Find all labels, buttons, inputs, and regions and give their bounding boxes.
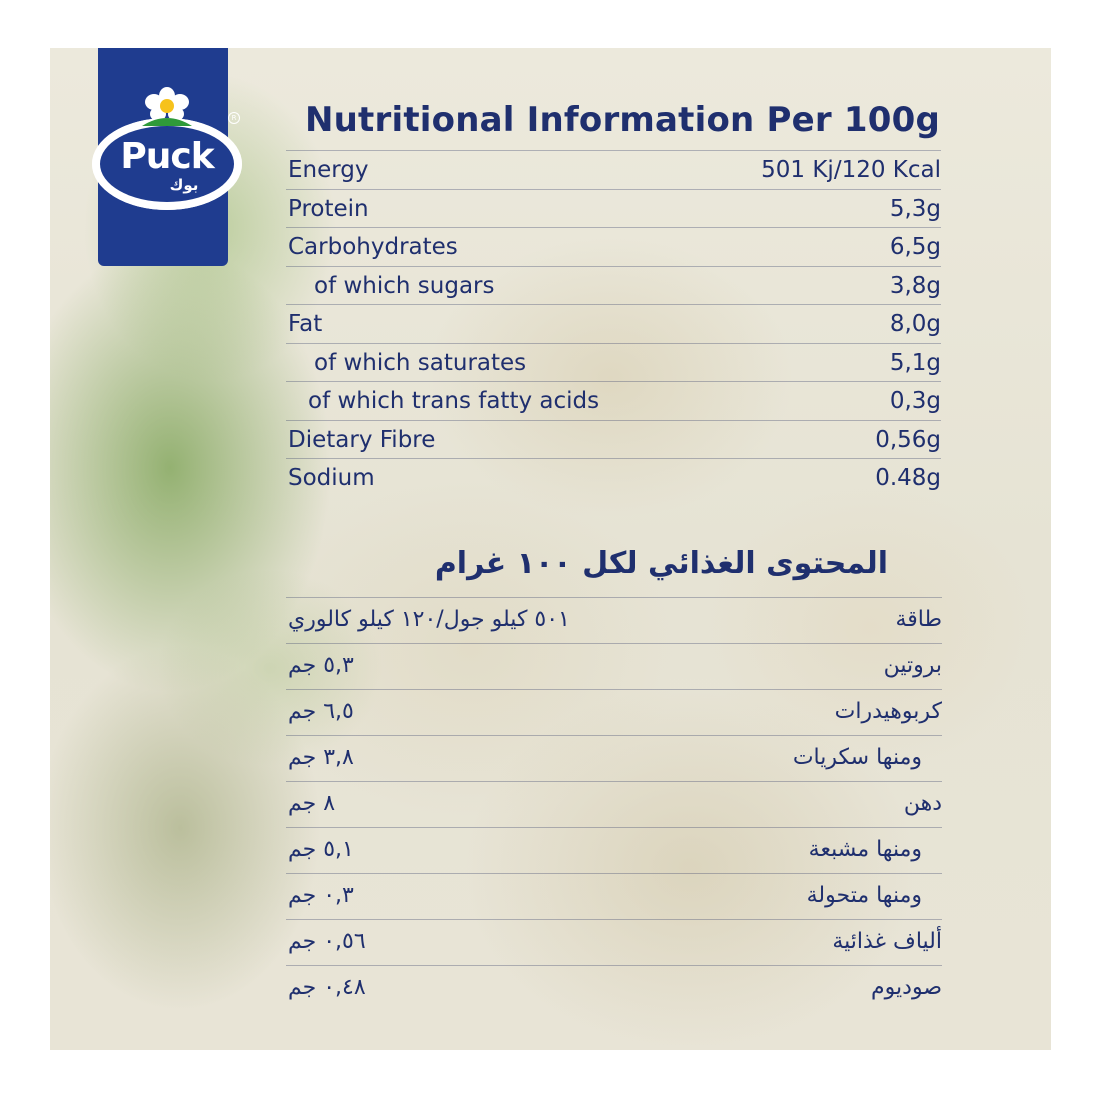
- nutrient-value: ٦,٥ جم: [288, 699, 354, 724]
- nutrient-label: Protein: [288, 195, 369, 222]
- table-row: [286, 919, 942, 965]
- table-row: [286, 781, 942, 827]
- table-row: [286, 150, 941, 189]
- nutrient-label: ألياف غذائية: [832, 929, 942, 954]
- nutrient-value: ٨ جم: [288, 791, 336, 816]
- english-title: Nutritional Information Per 100g: [305, 100, 940, 140]
- table-row: [286, 458, 941, 497]
- nutrient-value: ٥,١ جم: [288, 837, 354, 862]
- nutrient-value: ٥,٣ جم: [288, 653, 354, 678]
- nutrient-value: ٠,٣ جم: [288, 883, 354, 908]
- nutrition-panel: [50, 48, 1051, 1050]
- daisy-icon: [138, 86, 196, 130]
- english-nutrition-table: [286, 150, 941, 497]
- registered-mark-icon: R: [228, 112, 240, 124]
- nutrient-label: كربوهيدرات: [834, 699, 942, 724]
- nutrient-label: Energy: [288, 157, 369, 183]
- nutrient-label: دهن: [903, 791, 942, 816]
- nutrient-label: Carbohydrates: [288, 234, 458, 260]
- nutrient-value: 6,5g: [889, 234, 941, 260]
- table-row: [286, 965, 942, 1011]
- table-row: [286, 381, 941, 420]
- table-row: [286, 827, 942, 873]
- nutrient-value: 3,8g: [889, 272, 941, 299]
- nutrient-label: بروتين: [883, 653, 942, 678]
- nutrient-label: of which sugars: [314, 272, 495, 299]
- table-row: [286, 420, 941, 459]
- table-row: [286, 189, 941, 228]
- nutrient-label: ومنها مشبعة: [808, 837, 922, 862]
- nutrient-value: ٣,٨ جم: [288, 745, 354, 770]
- nutrient-value: 0,3g: [889, 388, 941, 414]
- arabic-title: المحتوى الغذائي لكل ١٠٠ غرام: [434, 546, 888, 581]
- nutrient-label: Sodium: [288, 465, 375, 491]
- brand-name: Puck: [120, 136, 214, 177]
- table-row: [286, 735, 942, 781]
- nutrient-label: of which saturates: [314, 349, 527, 376]
- nutrient-label: صوديوم: [871, 975, 942, 1000]
- nutrient-label: ومنها سكريات: [792, 745, 922, 770]
- nutrient-value: ٠,٥٦ جم: [288, 929, 366, 954]
- nutrient-value: ٠,٤٨ جم: [288, 975, 366, 1000]
- nutrient-value: ٥٠١ كيلو جول/١٢٠ كيلو كالوري: [288, 607, 570, 632]
- arabic-nutrition-table: [286, 597, 942, 1011]
- table-row: [286, 227, 941, 266]
- nutrient-label: of which trans fatty acids: [308, 388, 600, 414]
- table-row: [286, 304, 941, 343]
- nutrient-value: 5,3g: [889, 195, 941, 222]
- table-row: [286, 343, 941, 382]
- nutrient-label: ومنها متحولة: [806, 883, 922, 908]
- table-row: [286, 689, 942, 735]
- nutrient-value: 5,1g: [889, 349, 941, 376]
- nutrient-label: طاقة: [895, 607, 942, 632]
- nutrient-label: Fat: [288, 311, 323, 337]
- nutrient-value: 0.48g: [875, 465, 941, 491]
- table-row: [286, 597, 942, 643]
- nutrient-value: 0,56g: [875, 426, 941, 453]
- brand-name-arabic: بوك: [169, 176, 199, 194]
- nutrient-value: 501 Kj/120 Kcal: [761, 157, 941, 183]
- nutrient-label: Dietary Fibre: [288, 426, 436, 453]
- nutrient-value: 8,0g: [889, 311, 941, 337]
- table-row: [286, 643, 942, 689]
- table-row: [286, 873, 942, 919]
- table-row: [286, 266, 941, 305]
